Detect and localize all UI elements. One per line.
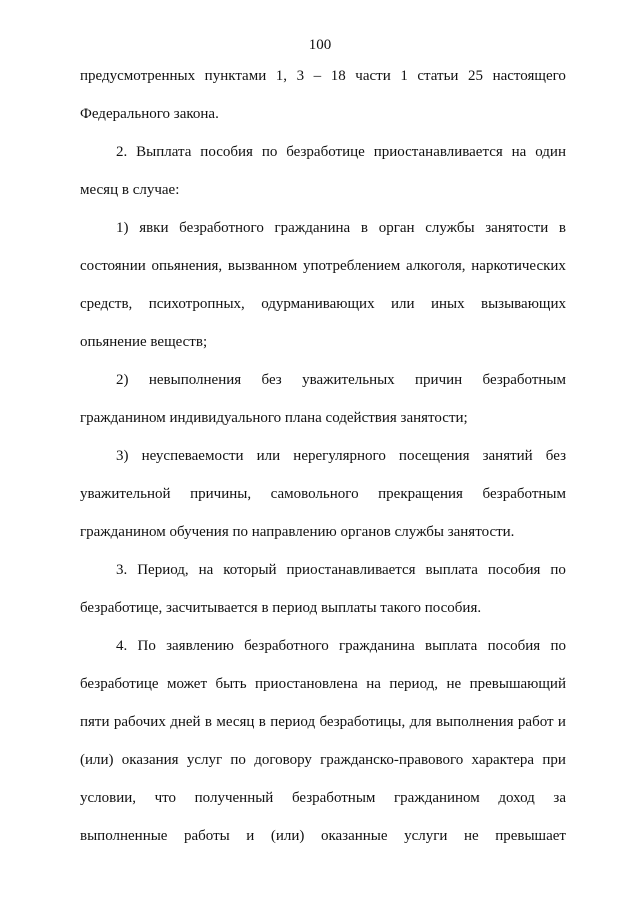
text-line: уважительной причины, самовольного прекращения безработным: [80, 486, 566, 502]
text-line: пяти рабочих дней в месяц в период безработицы, для выполнения работ и: [80, 714, 566, 730]
text-line: Федерального закона.: [80, 106, 219, 122]
text-line: месяц в случае:: [80, 182, 180, 198]
text-line: 2) невыполнения без уважительных причин безработным: [116, 372, 566, 388]
text-line: средств, психотропных, одурманивающих или иных вызывающих: [80, 296, 566, 312]
text-line: гражданином индивидуального плана содействия занятости;: [80, 410, 468, 426]
text-line: безработице может быть приостановлена на период, не превышающий: [80, 676, 566, 692]
text-line: 2. Выплата пособия по безработице приостанавливается на один: [116, 144, 566, 160]
text-line: безработице, засчитывается в период выплаты такого пособия.: [80, 600, 482, 616]
text-line: гражданином обучения по направлению органов службы занятости.: [80, 524, 515, 540]
text-line: опьянение веществ;: [80, 334, 208, 350]
page-number: 100: [308, 37, 332, 53]
text-line: 4. По заявлению безработного гражданина выплата пособия по: [116, 638, 566, 654]
text-line: 3. Период, на который приостанавливается выплата пособия по: [116, 562, 566, 578]
text-line: 3) неуспеваемости или нерегулярного посещения занятий без: [116, 448, 566, 464]
text-line: состоянии опьянения, вызванном употреблением алкоголя, наркотических: [80, 258, 566, 274]
text-line: 1) явки безработного гражданина в орган службы занятости в: [116, 220, 566, 236]
text-line: предусмотренных пунктами 1, 3 – 18 части 1 статьи 25 настоящего: [80, 68, 566, 84]
text-line: выполненные работы и (или) оказанные услуги не превышает: [80, 828, 566, 844]
text-line: условии, что полученный безработным гражданином доход за: [80, 790, 566, 806]
text-line: (или) оказания услуг по договору гражданско-правового характера при: [80, 752, 566, 768]
